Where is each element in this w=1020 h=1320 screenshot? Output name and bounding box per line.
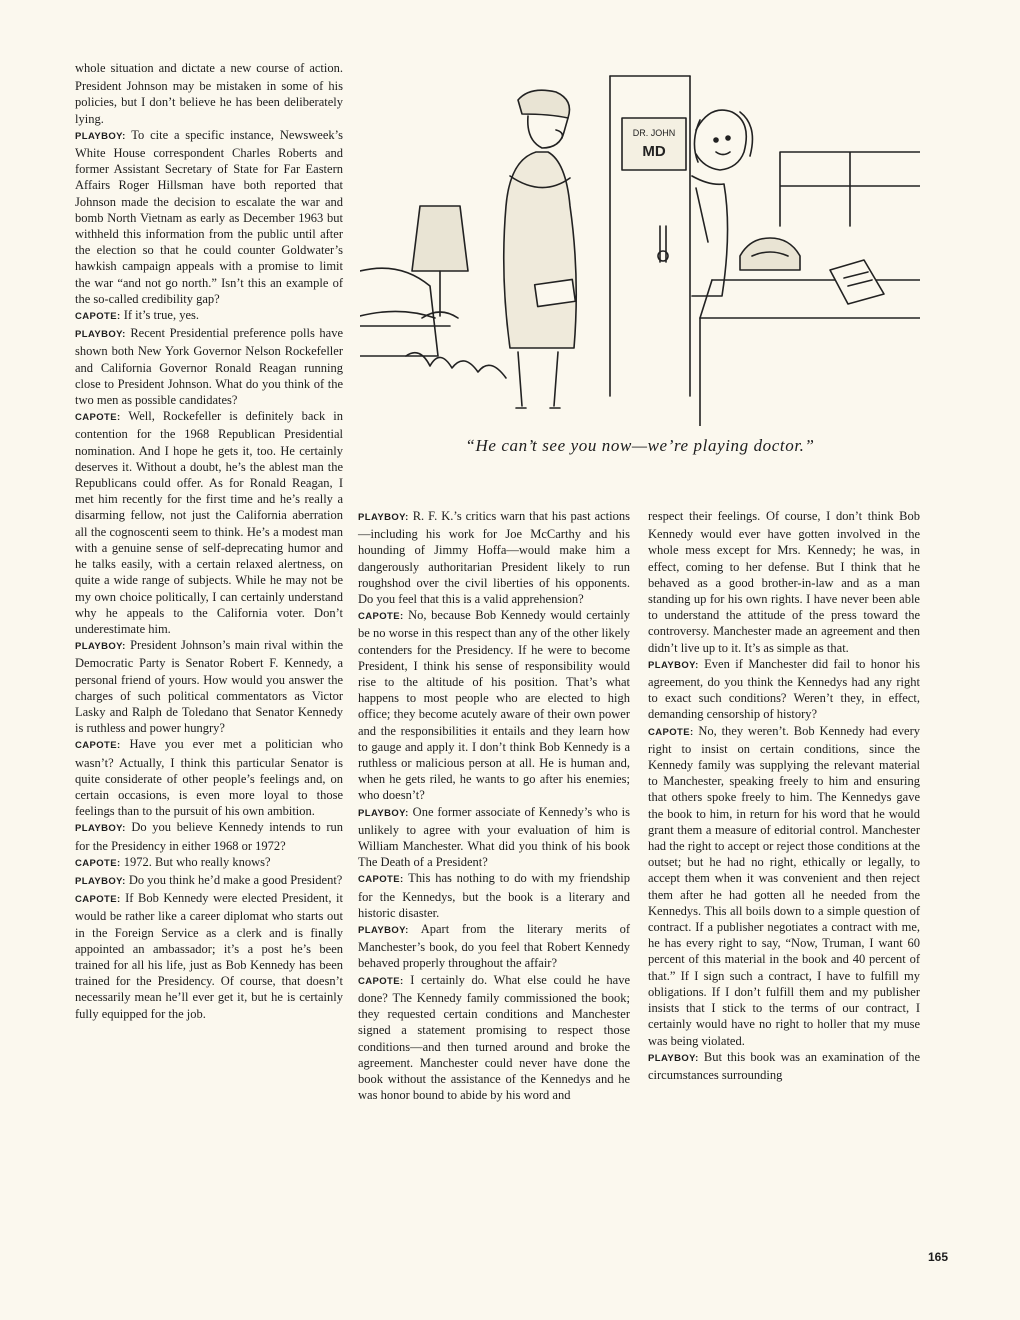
paragraph: [648, 508, 920, 656]
paragraph-text: I certainly do. What else could he have done? The Kennedy family commissioned the book; they requested certain conditions and Manchester signed a statement promising to respect those conditions—and then turned around and broke the agreement. Manchester could never have done the book without the assistance of the Kennedys and he was honor bound to abide by his word and: [358, 972, 630, 1103]
speaker-label: CAPOTE:: [75, 857, 121, 869]
paragraph: [75, 872, 343, 890]
paragraph: [358, 607, 630, 803]
paragraph: [648, 723, 920, 1049]
speaker-label: CAPOTE:: [358, 874, 404, 886]
speaker-label: PLAYBOY:: [75, 641, 126, 653]
door-drawing: [610, 76, 690, 396]
paragraph: [75, 307, 343, 325]
article-column-1: [75, 60, 343, 1022]
speaker-label: CAPOTE:: [358, 611, 404, 623]
speaker-label: PLAYBOY:: [648, 1052, 699, 1064]
speaker-label: PLAYBOY:: [358, 512, 409, 523]
paragraph-text: If Bob Kennedy were elected President, it would be rather like a career diplomat who starts out in the Foreign Service as a clerk and is finally appointed an ambassador; it’s a post he’s been trained for all his life, just as Bob Kennedy has been trained for the Presidency. Of course, that doesn’t necessarily mean he’ll ever get it, but he is certainly fully equipped for the job.: [75, 891, 343, 1021]
door-sign-title: MD: [642, 143, 666, 160]
speaker-label: PLAYBOY:: [648, 659, 699, 671]
speaker-label: PLAYBOY:: [75, 329, 126, 341]
paragraph: [75, 736, 343, 819]
paragraph-text: Recent Presidential preference polls have shown both New York Governor Nelson Rockefeller and California Governor Ronald Reagan running close to President Johnson. What do you think of the two men as possible candidates?: [75, 326, 344, 408]
paragraph-text: No, because Bob Kennedy would certainly be no worse in this respect than any of the other likely contenders for the Presidency. If he were to become President, I think his sense of responsibility would rise to the altitude of his position. That’s what happens to most people who are elected to high office; they become acutely aware of their own power and the responsibilities it entails and they learn how to gauge and apply it. I don’t think Bob Kennedy is a ruthless or malicious person at all. He is human and, when he gets riled, he wants to go after his enemies; who doesn’t?: [358, 608, 630, 803]
paragraph: [75, 890, 343, 1022]
paragraph: [75, 60, 343, 127]
speaker-label: CAPOTE:: [648, 726, 694, 738]
cartoon-illustration: [360, 56, 920, 426]
paragraph-text: Well, Rockefeller is definitely back in contention for the 1968 Republican Presidential nomination. And I hope he gets it, too. He certainly deserves it. Without a doubt, he’s the ablest man the Republicans could offer. As for Ronald Reagan, I met him recently for the first time and he’s really a disarming fellow, not just the California aberration all the cognoscenti seem to think. He’s a modest man with a genuine sense of self-deprecating humor and he talks easily, with a certain relaxed alertness, on quite a wide range of subjects. While he may not be my own choice politically, I can certainly understand why he appeals to the California voter. Don’t underestimate him.: [75, 409, 343, 636]
speaker-label: PLAYBOY:: [75, 875, 126, 887]
speaker-label: PLAYBOY:: [358, 925, 409, 937]
paragraph: [75, 819, 343, 853]
paragraph-text: 1972. But who really knows?: [123, 854, 271, 869]
paragraph-text: Do you think he’d make a good President?: [128, 872, 343, 887]
door-sign-name: DR. JOHN: [632, 128, 676, 138]
paragraph-text: If it’s true, yes.: [123, 308, 200, 323]
paragraph: [358, 921, 630, 972]
paragraph: [75, 637, 343, 736]
paragraph: [648, 1049, 920, 1083]
article-column-2: [358, 508, 630, 1103]
paragraph-text: R. F. K.’s critics warn that his past actions—including his work for Joe McCarthy and his hounding of Jimmy Hoffa—would make him a dangerously authoritarian President likely to run roughshod over the civil liberties of his opponents. Do you feel that this is a valid apprehension?: [358, 509, 630, 607]
paragraph-text: Have you ever met a politician who wasn’t? Actually, I think this particular Senator is quite considerate of other people’s feelings and, on certain occasions, is even more loyal to those feelings than to the pursuit of his own ambition.: [75, 737, 343, 819]
paragraph: [358, 870, 630, 921]
paragraph-text: To cite a specific instance, Newsweek’s White House correspondent Charles Roberts and former Assistant Secretary of State for Far Eastern Affairs Roger Hillsman have both reported that Johnson made the decision to escalate the war and bomb North Vietnam as early as December 1963 but withheld this information from the public until after the election so that he could counter Goldwater’s hawkish campaign appeals with a promise to limit the war “and not go north.” Isn’t this an example of the so-called credibility gap?: [75, 127, 343, 306]
paragraph-text: One former associate of Kennedy’s who is unlikely to agree with your evaluation of him is William Manchester. What did you think of his book The Death of a President?: [358, 804, 630, 870]
page-number: 165: [928, 1250, 949, 1264]
paragraph-text: No, they weren’t. Bob Kennedy had every right to insist on certain conditions, since the Kennedy family was supplying the relevant material to Manchester, speaking freely to him and ensuring that others spoke freely to him. The Kennedys gave the book to him, in return for his word that he would grant them a measure of editorial control. Manchester had the right to accept or reject those conditions at the outset; but he had no right, ethically or legally, to accept them when it was convenient and then reject them after he had gotten all he needed from the Kennedys. This all boils down to a simple question of contract. If a publisher negotiates a contract with me, he has every right to say, “Now, Truman, I want 60 percent of this material in the book and 40 percent of that.” If I sign such a contract, I have to fulfill my obligations. If I don’t fulfill them and my publisher insists that I stick to the terms of our contract, I certainly would have no right to holler that my muse was being violated.: [648, 723, 920, 1048]
paragraph-text: But this book was an examination of the circumstances surrounding: [648, 1049, 921, 1082]
speaker-label: CAPOTE:: [358, 975, 404, 987]
paragraph: [75, 127, 343, 307]
speaker-label: CAPOTE:: [75, 311, 121, 323]
paragraph-text: Apart from the literary merits of Manchester’s book, do you feel that Robert Kennedy behaved properly throughout the affair?: [358, 922, 631, 971]
window-drawing: [780, 152, 920, 226]
speaker-label: CAPOTE:: [75, 894, 121, 906]
article-column-3: [648, 508, 920, 1083]
paragraph: [648, 656, 920, 723]
paragraph-text: This has nothing to do with my friendship for the Kennedys, but the book is a literary and historic disaster.: [358, 871, 630, 920]
paragraph: [75, 325, 343, 408]
paragraph-text: whole situation and dictate a new course of action. President Johnson may be mistaken in some of his policies, but I don’t believe he has been deliberately lying.: [75, 61, 343, 126]
nurse-drawing: [504, 90, 577, 408]
paragraph-text: President Johnson’s main rival within the Democratic Party is Senator Robert F. Kennedy, a personal friend of yours. How would you answer the charges of such political commentators as Victor Lasky and Ralph de Toledano that Senator Kennedy is ruthless and power hungry?: [75, 638, 343, 736]
paragraph-text: Do you believe Kennedy intends to run for the Presidency in either 1968 or 1972?: [75, 820, 344, 853]
speaker-label: CAPOTE:: [75, 740, 121, 752]
paragraph: [75, 854, 343, 872]
armchair-drawing: [360, 268, 438, 356]
paragraph: [75, 408, 343, 637]
paragraph: [358, 972, 630, 1104]
speaker-label: PLAYBOY:: [75, 130, 126, 142]
desk-drawing: [700, 238, 920, 426]
paragraph-text: Even if Manchester did fail to honor his agreement, do you think the Kennedys had any right to exact such conditions? Weren’t they, in effect, demanding censorship of history?: [648, 656, 921, 722]
speaker-label: CAPOTE:: [75, 412, 121, 424]
cartoon-caption: “He can’t see you now—we’re playing doctor.”: [465, 436, 815, 455]
speaker-label: PLAYBOY:: [358, 807, 409, 819]
lamp-drawing: [412, 206, 468, 318]
speaker-label: PLAYBOY:: [75, 823, 126, 835]
paragraph: [358, 508, 630, 607]
paragraph: [358, 804, 630, 871]
paragraph-text: respect their feelings. Of course, I don’t think Bob Kennedy would ever have gotten involved in the whole mess except for Mrs. Kennedy; he was, in effect, coming to her defense. But I think that he behaved as a good brother-in-law and as a man standing up for his own rights. I have never been able to understand the attitude of the press toward the controversy. Manchester made an agreement and then didn’t live up to it. It’s as simple as that.: [648, 509, 920, 655]
